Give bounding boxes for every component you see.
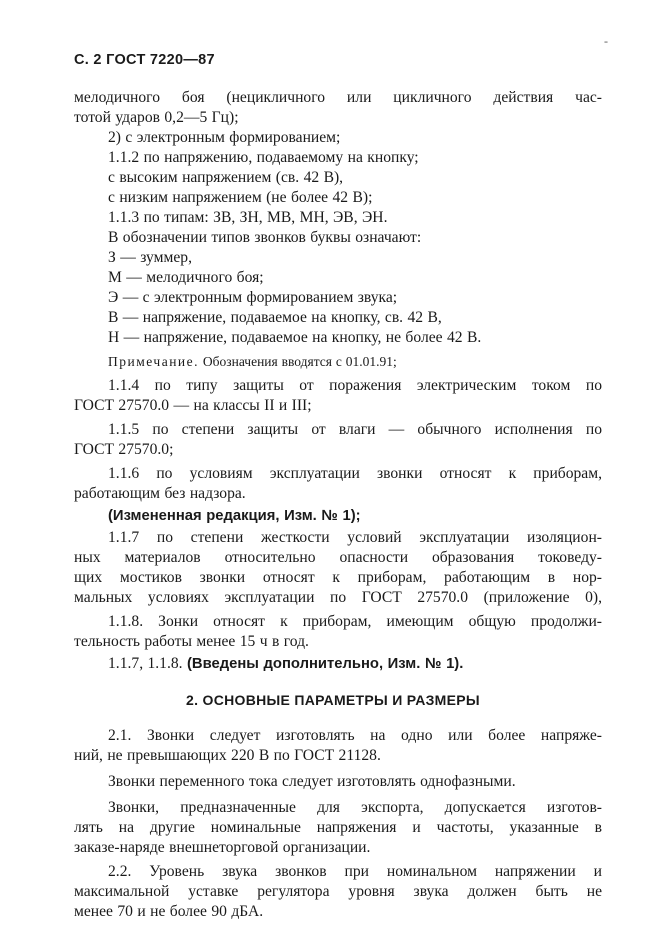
text-line: 2.2. Уровень звука звонков при номинальном напряжении и — [108, 863, 602, 880]
text-line: 1.1.3 по типам: ЗВ, ЗН, МВ, МН, ЭВ, ЭН. — [108, 209, 388, 226]
note-text: Обозначения вводятся с 01.01.91; — [202, 354, 397, 369]
text-line: с высоким напряжением (св. 42 В), — [108, 169, 344, 186]
text-line: мальных условиях эксплуатации по ГОСТ 27570.0 (приложение 0), — [74, 589, 602, 606]
text-line: тельность работы менее 15 ч в год. — [74, 633, 309, 650]
text-line: ГОСТ 27570.0; — [74, 441, 174, 458]
text-line: 2) с электронным формированием; — [108, 129, 341, 146]
text-line: максимальной уставке регулятора уровня звука должен быть не — [74, 883, 602, 900]
text-line: лять на другие номинальные напряжения и частоты, указанные в — [74, 819, 602, 836]
clause-refs: 1.1.7, 1.1.8. — [108, 655, 183, 672]
text-line: заказе-наряде внешнеторговой организации. — [74, 839, 371, 856]
text-line: мелодичного боя (нецикличного или цикличного действия час- — [74, 89, 602, 106]
text-line: щих мостиков звонки относят к приборам, работающим в нор- — [74, 569, 602, 586]
text-line: Н — напряжение, подаваемое на кнопку, не более 42 В. — [108, 329, 482, 346]
text-line: с низким напряжением (не более 42 В); — [108, 189, 373, 206]
text-line: работающим без надзора. — [74, 485, 246, 502]
text-line: 1.1.5 по степени защиты от влаги — обычного исполнения по — [108, 421, 602, 438]
text-line: ГОСТ 27570.0 — на классы II и III; — [74, 397, 312, 414]
text-line: тотой ударов 0,2—5 Гц); — [74, 109, 239, 126]
corner-mark: - — [604, 34, 608, 48]
text-line: 2.1. Звонки следует изготовлять на одно или более напряже- — [108, 727, 602, 744]
text-line: 1.1.7 по степени жесткости условий эксплуатации изоляцион- — [108, 529, 602, 546]
text-line: В — напряжение, подаваемое на кнопку, св. 42 В, — [108, 309, 442, 326]
text-line: 1.1.8. Зонки относят к приборам, имеющим общую продолжи- — [108, 613, 602, 630]
page-header: С. 2 ГОСТ 7220—87 — [74, 52, 215, 68]
text-line: М — мелодичного боя; — [108, 269, 264, 286]
amendment-note — [108, 654, 463, 674]
note-label: Примечание. — [108, 354, 200, 369]
text-line: Э — с электронным формированием звука; — [108, 289, 398, 306]
text-line: 1.1.2 по напряжению, подаваемому на кнопку; — [108, 149, 419, 166]
text-line: 1.1.4 по типу защиты от поражения электрическим током по — [108, 377, 602, 394]
text-line: менее 70 и не более 90 дБА. — [74, 903, 264, 920]
text-line: З — зуммер, — [108, 249, 192, 266]
section-title: 2. ОСНОВНЫЕ ПАРАМЕТРЫ И РАЗМЕРЫ — [186, 692, 480, 708]
text-line: В обозначении типов звонков буквы означают: — [108, 229, 422, 246]
amendment-note: (Измененная редакция, Изм. № 1); — [108, 508, 361, 524]
text-line: ний, не превышающих 220 В по ГОСТ 21128. — [74, 747, 381, 764]
text-line: ных материалов относительно опасности образования токоведу- — [74, 549, 602, 566]
text-line: 1.1.6 по условиям эксплуатации звонки относят к приборам, — [108, 465, 602, 482]
text-line: Звонки, предназначенные для экспорта, допускается изготов- — [108, 799, 602, 816]
note-line — [108, 352, 397, 372]
text-line: Звонки переменного тока следует изготовлять однофазными. — [108, 773, 516, 790]
amendment-text: (Введены дополнительно, Изм. № 1). — [186, 656, 464, 672]
